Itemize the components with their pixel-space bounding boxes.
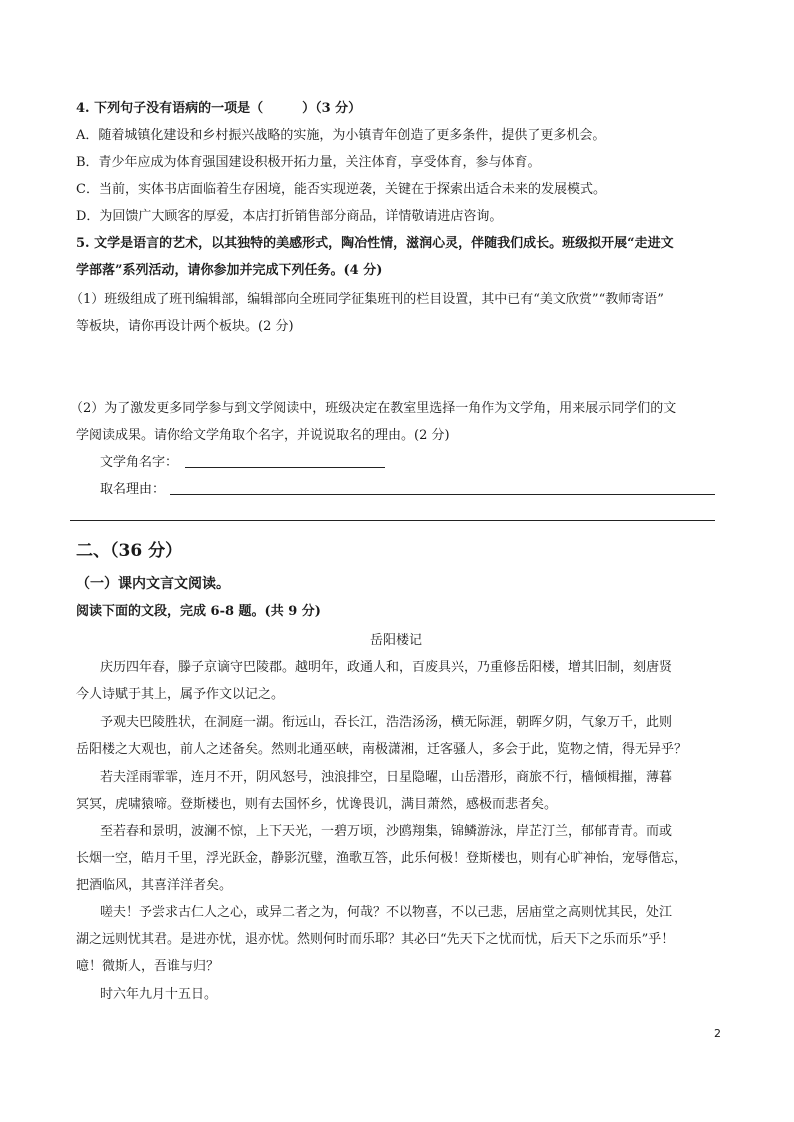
passage-line-6: 冥冥，虎啸猿啼。登斯楼也，则有去国怀乡，忧谗畏讥，满目萧然，感极而悲者矣。: [76, 797, 558, 812]
passage-line-13: 时六年九月十五日。: [100, 987, 218, 1002]
passage-line-10: 嗟夫！予尝求古仁人之心，或异二者之为，何哉？不以物喜，不以己悲，居庙堂之高则忧其民，处江: [100, 905, 673, 920]
passage-line-5: 若夫淫雨霏霏，连月不开，阴风怒号，浊浪排空，日星隐曜，山岳潜形，商旅不行，樯倾楫摧，薄暮: [100, 770, 673, 785]
passage-line-3: 予观夫巴陵胜状，在洞庭一湖。衔远山，吞长江，浩浩汤汤，横无际涯，朝晖夕阴，气象万千，此则: [100, 715, 673, 730]
classical-reading-subheading: （一）课内文言文阅读。: [76, 576, 230, 592]
naming-reason-blank-2[interactable]: [70, 520, 715, 521]
question-5-sub2-line-1: （2）为了激发更多同学参与到文学阅读中，班级决定在教室里选择一角作为文学角，用来展示同学们的文: [70, 401, 677, 416]
passage-line-7: 至若春和景明，波澜不惊，上下天光，一碧万顷，沙鸥翔集，锦鳞游泳，岸芷汀兰，郁郁青青。而或: [100, 824, 673, 839]
passage-line-1: 庆历四年春，滕子京谪守巴陵郡。越明年，政通人和，百废具兴，乃重修岳阳楼，增其旧制，刻唐贤: [100, 660, 673, 675]
question-4-option-b: B．青少年应成为体育强国建设积极开拓力量，关注体育，享受体育，参与体育。: [76, 155, 541, 170]
page-number: 2: [714, 1027, 721, 1040]
naming-reason-label: 取名理由：: [100, 482, 166, 497]
naming-reason-blank-1[interactable]: [170, 494, 715, 495]
passage-line-9: 把酒临风，其喜洋洋者矣。: [76, 878, 233, 893]
reading-instruction: 阅读下面的文段，完成 6-8 题。(共 9 分): [76, 604, 321, 619]
part-two-heading: 二、（36 分）: [76, 541, 183, 561]
passage-line-12: 噫！微斯人，吾谁与归？: [76, 959, 220, 974]
question-4-stem: 4. 下列句子没有语病的一项是（ ）（3 分）: [76, 101, 362, 116]
question-4-option-a: A．随着城镇化建设和乡村振兴战略的实施，为小镇青年创造了更多条件，提供了更多机会。: [76, 128, 606, 143]
literary-corner-name-label: 文学角名字：: [100, 455, 179, 470]
question-5-sub1-line-1: （1）班级组成了班刊编辑部，编辑部向全班同学征集班刊的栏目设置，其中已有“美文欣赏”“教师寄语”: [70, 292, 664, 307]
question-4-option-d: D．为回馈广大顾客的厚爱，本店打折销售部分商品，详情敬请进店咨询。: [76, 209, 503, 224]
passage-line-2: 今人诗赋于其上，属予作文以记之。: [76, 687, 285, 702]
passage-line-11: 湖之远则忧其君。是进亦忧，退亦忧。然则何时而乐耶？其必曰“先天下之忧而忧，后天下之乐而乐”乎！: [76, 932, 675, 947]
passage-line-8: 长烟一空，皓月千里，浮光跃金，静影沉璧，渔歌互答，此乐何极！登斯楼也，则有心旷神怡，宠辱偕忘，: [76, 851, 688, 866]
question-5-sub2-line-2: 学阅读成果。请你给文学角取个名字，并说说取名的理由。(2 分): [76, 428, 450, 443]
literary-corner-name-blank[interactable]: [185, 467, 385, 468]
question-4-option-c: C．当前，实体书店面临着生存困境，能否实现逆袭，关键在于探索出适合未来的发展模式。: [76, 182, 606, 197]
passage-title: 岳阳楼记: [370, 633, 423, 648]
question-5-stem-line-2: 学部落”系列活动，请你参加并完成下列任务。(4 分): [76, 263, 383, 278]
question-5-sub1-line-2: 等板块，请你再设计两个板块。(2 分): [76, 319, 294, 334]
question-5-stem-line-1: 5. 文学是语言的艺术，以其独特的美感形式，陶冶性情，滋润心灵，伴随我们成长。班级拟开展“走进文: [76, 236, 674, 251]
passage-line-4: 岳阳楼之大观也，前人之述备矣。然则北通巫峡，南极潇湘，迁客骚人，多会于此，览物之情，得无异乎？: [76, 742, 688, 757]
